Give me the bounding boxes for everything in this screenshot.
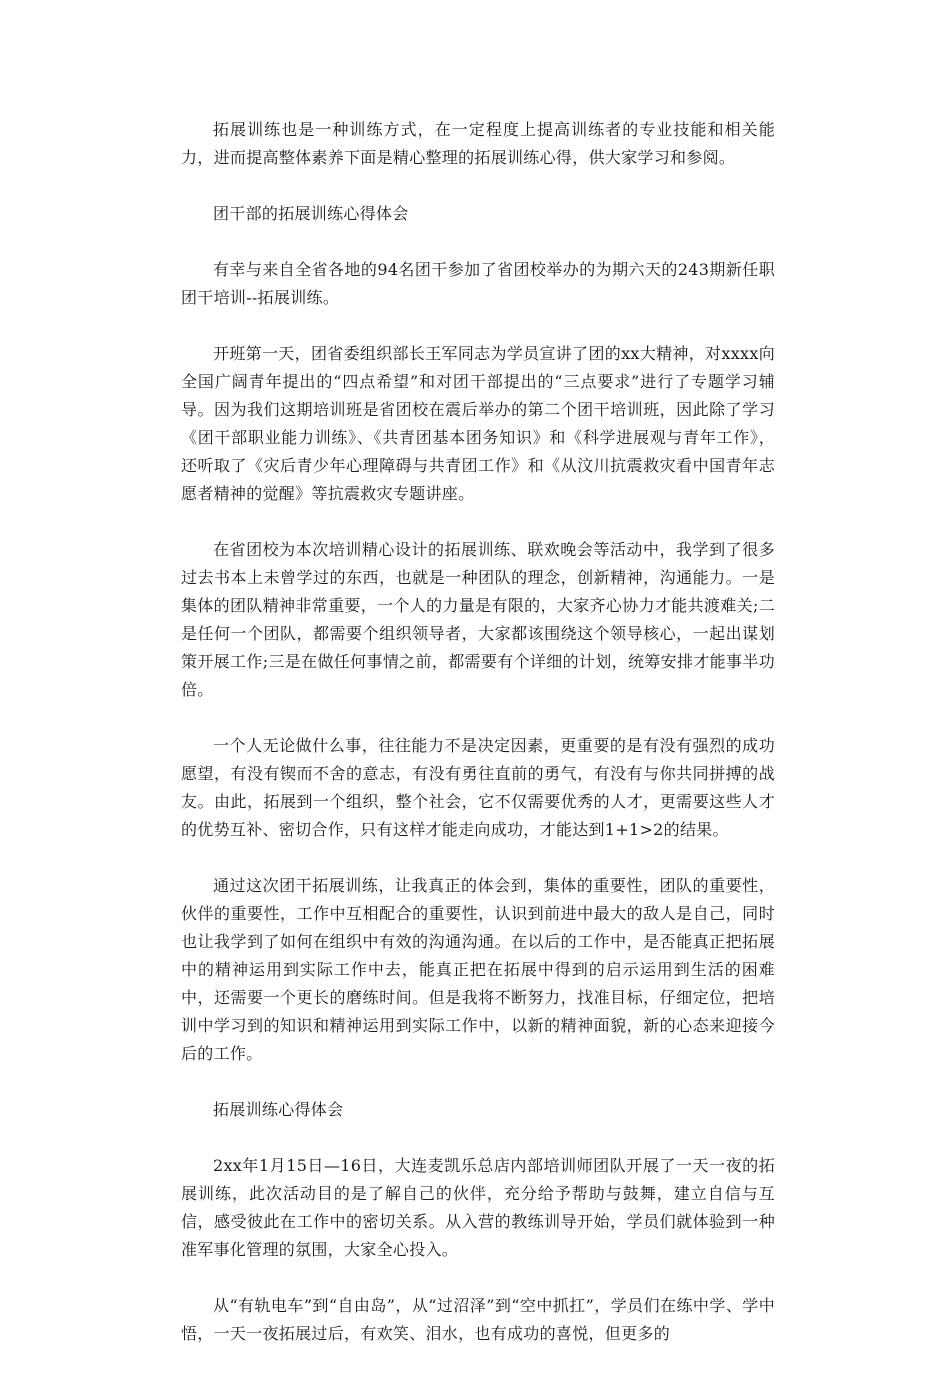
body-paragraph: 有幸与来自全省各地的94名团干参加了省团校举办的为期六天的243期新任职团干培训--拓展训练。	[181, 260, 775, 307]
document-body	[181, 116, 775, 1376]
body-paragraph: 在省团校为本次培训精心设计的拓展训练、联欢晚会等活动中，我学到了很多过去书本上未曾学过的东西，也就是一种团队的理念，创新精神，沟通能力。一是集体的团队精神非常重要，一个人的力量是有限的，大家齐心协力才能共渡难关;二是任何一个团队，都需要个组织领导者，大家都该围绕这个领导核心，一起出谋划策开展工作;三是在做任何事情之前，都需要有个详细的计划，统筹安排才能事半功倍。	[181, 540, 775, 699]
body-paragraph: 从“有轨电车”到“自由岛”，从“过沼泽”到“空中抓扛”，学员们在练中学、学中悟，一天一夜拓展过后，有欢笑、泪水，也有成功的喜悦，但更多的	[181, 1296, 775, 1343]
intro-paragraph: 拓展训练也是一种训练方式，在一定程度上提高训练者的专业技能和相关能力，进而提高整体素养下面是精心整理的拓展训练心得，供大家学习和参阅。	[181, 120, 775, 167]
body-paragraph: 一个人无论做什么事，往往能力不是决定因素，更重要的是有没有强烈的成功愿望，有没有锲而不舍的意志，有没有勇往直前的勇气，有没有与你共同拼搏的战友。由此，拓展到一个组织，整个社会，它不仅需要优秀的人才，更需要这些人才的优势互补、密切合作，只有这样才能走向成功，才能达到1+1>2的结果。	[181, 736, 775, 839]
body-paragraph: 开班第一天，团省委组织部长王军同志为学员宣讲了团的xx大精神，对xxxx向全国广阔青年提出的“四点希望”和对团干部提出的“三点要求”进行了专题学习辅导。因为我们这期培训班是省团校在震后举办的第二个团干培训班，因此除了学习《团干部职业能力训练》、《共青团基本团务知识》和《科学进展观与青年工作》，还听取了《灾后青少年心理障碍与共青团工作》和《从汶川抗震救灾看中国青年志愿者精神的觉醒》等抗震救灾专题讲座。	[181, 344, 775, 503]
section-heading-training-experience: 拓展训练心得体会	[213, 1100, 344, 1119]
body-paragraph: 2xx年1月15日—16日，大连麦凯乐总店内部培训师团队开展了一天一夜的拓展训练，此次活动目的是了解自己的伙伴，充分给予帮助与鼓舞，建立自信与互信，感受彼此在工作中的密切关系。从入营的教练训导开始，学员们就体验到一种准军事化管理的氛围，大家全心投入。	[181, 1156, 775, 1259]
body-paragraph: 通过这次团干拓展训练，让我真正的体会到，集体的重要性，团队的重要性，伙伴的重要性，工作中互相配合的重要性，认识到前进中最大的敌人是自己，同时也让我学到了如何在组织中有效的沟通沟通。在以后的工作中，是否能真正把拓展中的精神运用到实际工作中去，能真正把在拓展中得到的启示运用到生活的困难中，还需要一个更长的磨练时间。但是我将不断努力，找准目标，仔细定位，把培训中学习到的知识和精神运用到实际工作中，以新的精神面貌，新的心态来迎接今后的工作。	[181, 876, 775, 1063]
section-heading-team-cadre: 团干部的拓展训练心得体会	[213, 204, 409, 223]
